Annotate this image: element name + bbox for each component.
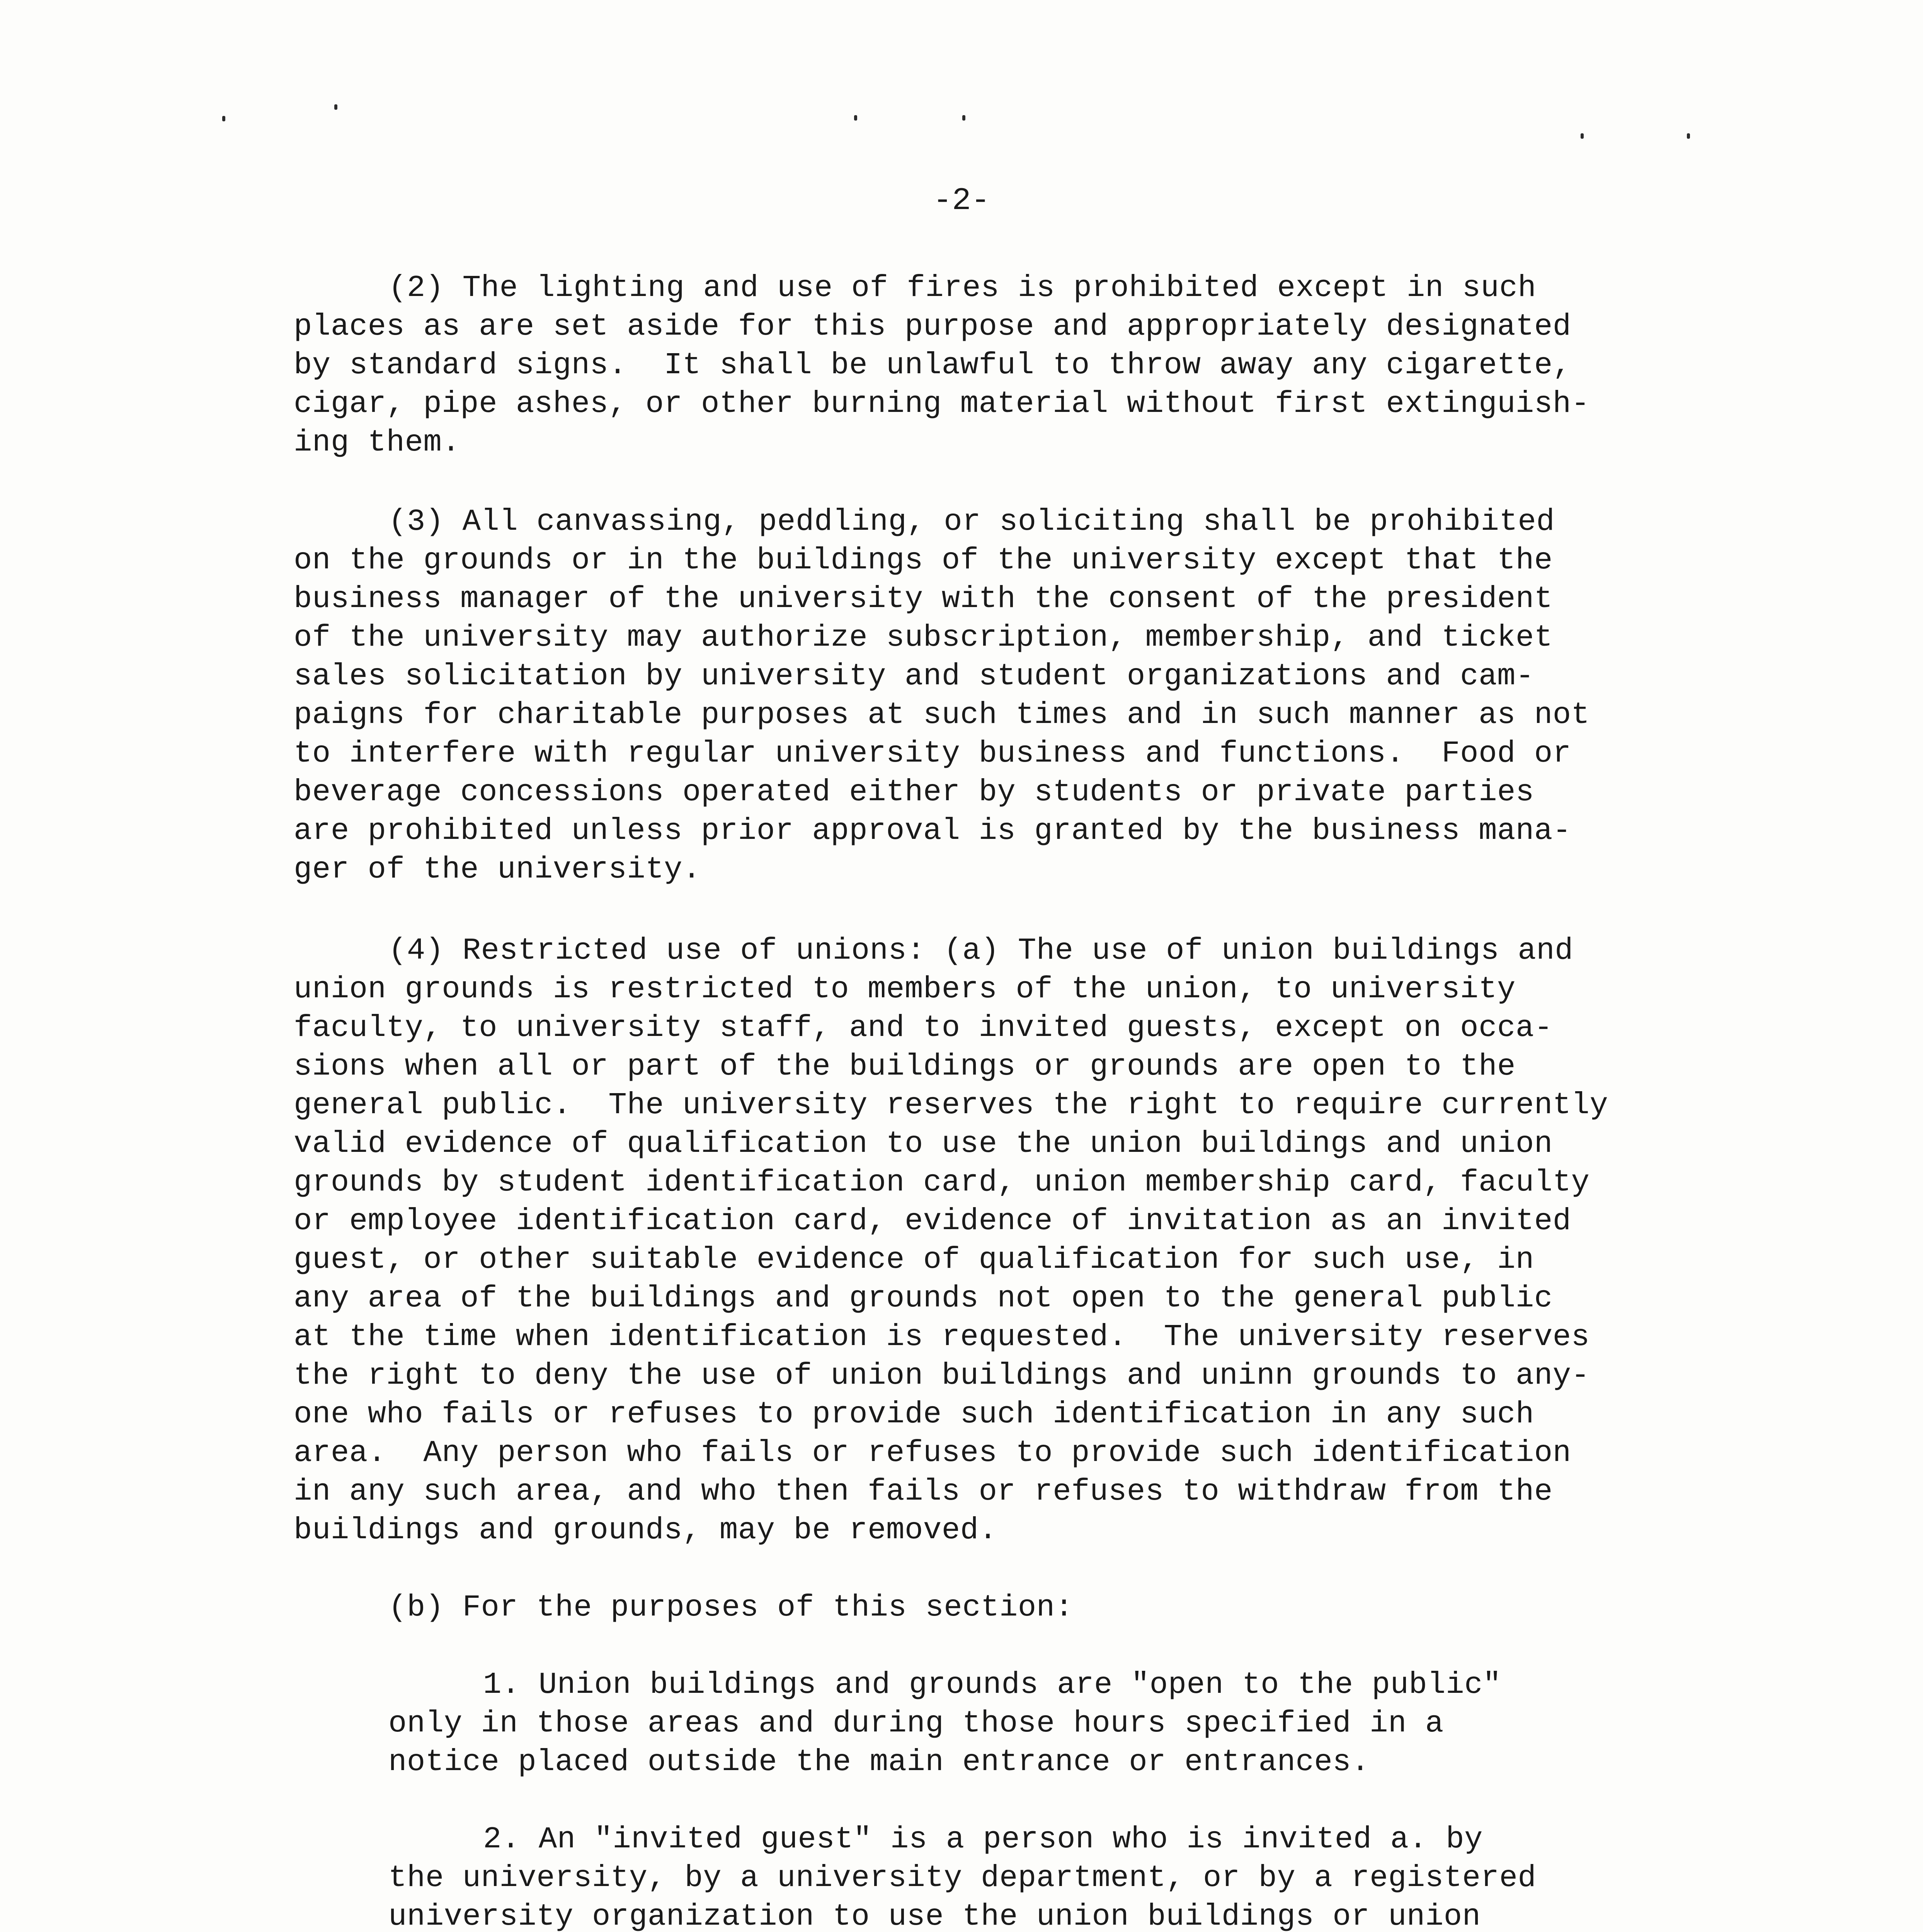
- scan-speck: [1581, 133, 1584, 139]
- paragraph-4-line: union grounds is restricted to members of the union, to university: [294, 972, 1516, 1007]
- paragraph-2-line: places as are set aside for this purpose and appropriately designated: [294, 309, 1571, 344]
- paragraph-3-line: business manager of the university with the consent of the president: [294, 582, 1553, 616]
- paragraph-3-line: sales solicitation by university and student organizations and cam-: [294, 659, 1534, 694]
- scan-speck: [222, 116, 225, 121]
- scan-speck: [962, 115, 965, 121]
- paragraph-3-line: paigns for charitable purposes at such times and in such manner as not: [294, 697, 1590, 732]
- paragraph-3-line: on the grounds or in the buildings of the university except that the: [294, 543, 1553, 578]
- paragraph-4-line: guest, or other suitable evidence of qualification for such use, in: [294, 1242, 1534, 1277]
- paragraph-3-line: ger of the university.: [294, 852, 701, 887]
- paragraph-4-line: or employee identification card, evidence of invitation as an invited: [294, 1204, 1571, 1238]
- scan-speck: [334, 104, 337, 110]
- scan-speck: [1687, 133, 1690, 139]
- item-1-line: 1. Union buildings and grounds are "open to the public": [483, 1667, 1501, 1702]
- paragraph-2-line: (2) The lighting and use of fires is prohibited except in such: [388, 270, 1537, 305]
- paragraph-4-line: valid evidence of qualification to use the union buildings and union: [294, 1126, 1553, 1161]
- page-number: -2-: [933, 183, 990, 219]
- paragraph-4-line: in any such area, and who then fails or refuses to withdraw from the: [294, 1474, 1553, 1509]
- item-2-line: the university, by a university department, or by a registered: [388, 1861, 1537, 1895]
- section-b-heading: (b) For the purposes of this section:: [388, 1590, 1074, 1625]
- paragraph-4-line: sions when all or part of the buildings or grounds are open to the: [294, 1049, 1516, 1084]
- paragraph-4-line: buildings and grounds, may be removed.: [294, 1513, 997, 1548]
- paragraph-3-line: to interfere with regular university business and functions. Food or: [294, 736, 1571, 771]
- paragraph-4-line: (4) Restricted use of unions: (a) The use of union buildings and: [388, 933, 1574, 968]
- paragraph-3-line: (3) All canvassing, peddling, or soliciting shall be prohibited: [388, 504, 1555, 539]
- paragraph-3-line: of the university may authorize subscription, membership, and ticket: [294, 620, 1553, 655]
- paragraph-4-line: faculty, to university staff, and to invited guests, except on occa-: [294, 1010, 1553, 1045]
- paragraph-3-line: beverage concessions operated either by students or private parties: [294, 775, 1534, 810]
- paragraph-4-line: general public. The university reserves the right to require currently: [294, 1088, 1608, 1122]
- item-2-line: university organization to use the union buildings or union: [388, 1899, 1481, 1932]
- paragraph-4-line: area. Any person who fails or refuses to provide such identification: [294, 1435, 1571, 1470]
- paragraph-4-line: grounds by student identification card, union membership card, faculty: [294, 1165, 1590, 1200]
- paragraph-2-line: by standard signs. It shall be unlawful to throw away any cigarette,: [294, 348, 1571, 383]
- paragraph-4-line: at the time when identification is requested. The university reserves: [294, 1320, 1590, 1354]
- scan-speck: [854, 115, 857, 121]
- paragraph-4-line: any area of the buildings and grounds not open to the general public: [294, 1281, 1553, 1316]
- item-2-line: 2. An "invited guest" is a person who is invited a. by: [483, 1822, 1483, 1857]
- item-1-line: notice placed outside the main entrance or entrances.: [388, 1745, 1370, 1779]
- paragraph-2-line: cigar, pipe ashes, or other burning material without first extinguish-: [294, 386, 1590, 421]
- paragraph-3-line: are prohibited unless prior approval is granted by the business mana-: [294, 813, 1571, 848]
- paragraph-4-line: the right to deny the use of union buildings and uninn grounds to any-: [294, 1358, 1590, 1393]
- paragraph-2-line: ing them.: [294, 425, 461, 460]
- paragraph-4-line: one who fails or refuses to provide such identification in any such: [294, 1397, 1534, 1432]
- item-1-line: only in those areas and during those hours specified in a: [388, 1706, 1444, 1741]
